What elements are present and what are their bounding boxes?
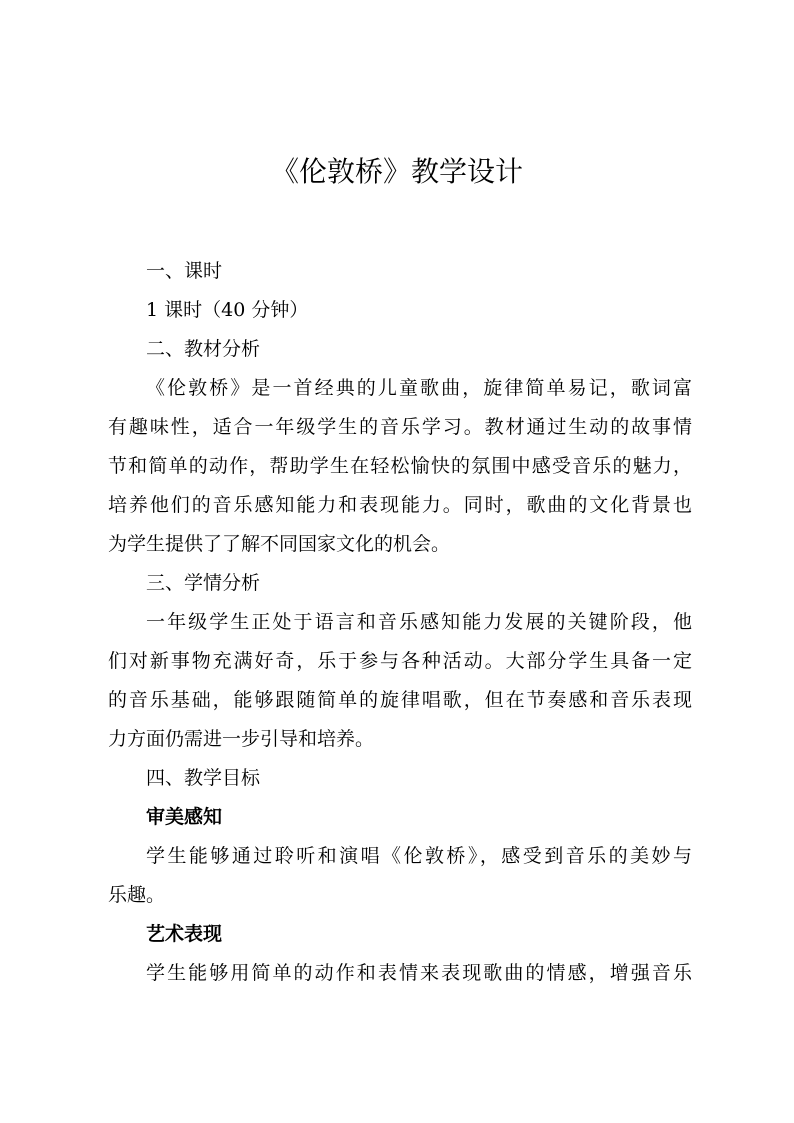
document-title: 《伦敦桥》教学设计 xyxy=(270,155,523,188)
subsection-heading: 艺术表现 xyxy=(146,923,223,945)
paragraph-line: 1 课时（40 分钟） xyxy=(146,299,309,321)
paragraph-line: 有趣味性，适合一年级学生的音乐学习。教材通过生动的故事情 xyxy=(108,416,692,438)
paragraph-line: 一年级学生正处于语言和音乐感知能力发展的关键阶段，他 xyxy=(146,611,692,633)
paragraph-line: 为学生提供了了解不同国家文化的机会。 xyxy=(108,533,451,555)
section-teaching-goals xyxy=(108,759,692,993)
document-body xyxy=(108,252,692,993)
section-material-analysis xyxy=(108,330,692,564)
paragraph-line: 乐趣。 xyxy=(108,884,166,906)
section-heading: 三、学情分析 xyxy=(146,572,261,594)
section-heading: 二、教材分析 xyxy=(146,338,261,360)
paragraph-line: 学生能够通过聆听和演唱《伦敦桥》，感受到音乐的美妙与 xyxy=(146,845,692,867)
paragraph-line: 们对新事物充满好奇，乐于参与各种活动。大部分学生具备一定 xyxy=(108,650,692,672)
paragraph-line: 的音乐基础，能够跟随简单的旋律唱歌，但在节奏感和音乐表现 xyxy=(108,689,692,711)
paragraph-line: 学生能够用简单的动作和表情来表现歌曲的情感，增强音乐 xyxy=(146,962,692,984)
paragraph-line: 力方面仍需进一步引导和培养。 xyxy=(108,728,375,750)
section-heading: 四、教学目标 xyxy=(146,767,261,789)
section-class-hours xyxy=(108,252,692,330)
subsection-heading: 审美感知 xyxy=(146,806,223,828)
paragraph-line: 《伦敦桥》是一首经典的儿童歌曲，旋律简单易记，歌词富 xyxy=(146,377,692,399)
paragraph-line: 培养他们的音乐感知能力和表现能力。同时，歌曲的文化背景也 xyxy=(108,494,692,516)
section-heading: 一、课时 xyxy=(146,260,223,282)
paragraph-line: 节和简单的动作，帮助学生在轻松愉快的氛围中感受音乐的魅力， xyxy=(108,455,692,477)
section-student-analysis xyxy=(108,564,692,759)
